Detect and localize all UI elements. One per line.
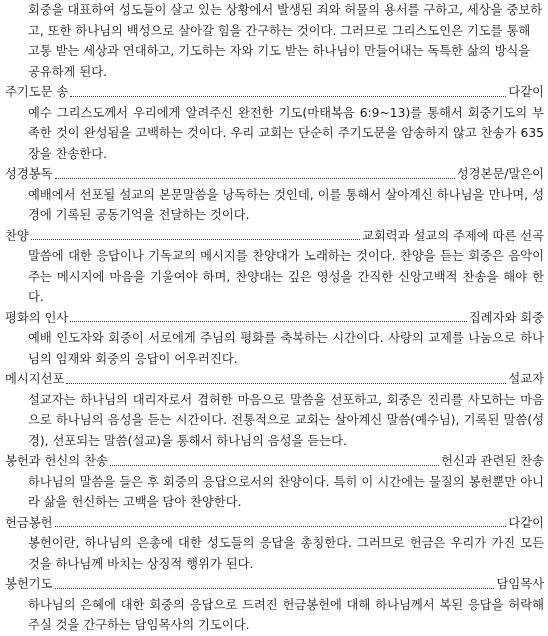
section-description: 봉헌이란, 하나님의 은총에 대한 성도들의 응답을 총칭한다. 그러므로 헌금은 우리가 가진 모든 것을 하나님께 바치는 상징적 행위가 된다. xyxy=(28,536,544,571)
section-description: 말씀에 대한 응답이나 기독교의 메시지를 찬양대가 노래하는 것이다. 찬양을 듣는 회중은 음악이 주는 메시지에 마음을 기울여야 하며, 찬양대는 깊은 영성을 간직한 신앙고백적 찬송을 해야 한다. xyxy=(28,249,544,304)
section-title: 성경봉독 xyxy=(5,167,53,181)
section-title: 찬양 xyxy=(5,228,29,243)
section-heading xyxy=(5,451,544,472)
section-performer: 설교자 xyxy=(508,372,544,386)
section-performer: 다같이 xyxy=(508,515,544,530)
dot-leader xyxy=(31,239,360,240)
worship-section xyxy=(5,451,544,513)
section-heading xyxy=(5,82,544,103)
worship-section xyxy=(5,513,544,575)
section-title: 메시지선포 xyxy=(5,372,65,386)
section-description: 예수 그리스도께서 우리에게 알려주신 완전한 기도(마태복음 6:9~13)를 통해서 회중기도의 부족한 것이 완성됨을 고백하는 것이다. 우리 교회는 단순히 주기도문을 암송하지 않고 찬송가 635장을 찬송한다. xyxy=(28,105,544,161)
dot-leader xyxy=(110,465,439,466)
section-performer: 성경본문/말은이 xyxy=(456,167,544,181)
section-title: 평화의 인사 xyxy=(5,310,69,325)
section-description: 예배에서 선포될 설교의 본문말씀을 낭독하는 것인데, 이를 통해서 살아계신 하나님을 만나며, 성경에 기록된 공동기억을 전달하는 것이다. xyxy=(28,187,544,222)
dot-leader xyxy=(55,526,507,527)
worship-section xyxy=(5,82,544,164)
worship-section xyxy=(5,574,544,636)
section-heading xyxy=(5,369,544,390)
dot-leader xyxy=(55,588,495,589)
section-performer: 담임목사 xyxy=(496,577,544,591)
dot-leader xyxy=(70,96,506,97)
section-heading xyxy=(5,513,544,534)
worship-sections xyxy=(5,82,544,636)
section-performer: 헌신과 관련된 찬송 xyxy=(441,454,544,468)
section-heading xyxy=(5,226,544,247)
worship-section xyxy=(5,226,544,308)
section-title: 봉헌과 헌신의 찬송 xyxy=(5,454,108,468)
section-description: 하나님의 말씀을 들은 후 회중의 응답으로서의 찬양이다. 특히 이 시간에는 물질의 봉헌뿐만 아니라 삶을 헌신하는 고백을 담아 찬양한다. xyxy=(28,474,544,509)
section-description: 설교자는 하나님의 대리자로서 겸허한 마음으로 말씀을 선포하고, 회중은 진리를 사모하는 마음으로 하나님의 음성을 듣는 시간이다. 전통적으로 교회는 살아계신 말씀(예수님), 기록된 말씀(성경), 선포되는 말씀(설교)을 통해서 하나님의 음성을 듣는다. xyxy=(28,392,544,448)
dot-leader xyxy=(55,178,455,179)
section-performer: 집례자와 회중 xyxy=(468,310,544,325)
section-heading xyxy=(5,308,544,329)
section-performer: 다같이 xyxy=(508,85,544,99)
section-title: 헌금봉헌 xyxy=(5,515,53,530)
worship-section xyxy=(5,369,544,451)
worship-section xyxy=(5,164,544,226)
dot-leader xyxy=(66,383,506,384)
intro-paragraph: 회중을 대표하여 성도들이 살고 있는 상황에서 발생된 죄와 허물의 용서를 구하고, 세상을 중보하고, 또한 하나님의 백성으로 살아갈 힘을 간구하는 것이다. 그러므로 그리스도인은 기도를 통해 고통 받는 세상과 연대하고, 기도하는 자와 기도 받는 하나님이 만들어내는 독특한 삶의 방식을 공유하게 된다. xyxy=(28,3,543,79)
section-title: 봉헌기도 xyxy=(5,577,53,591)
worship-section xyxy=(5,308,544,370)
section-performer: 교회력과 설교의 주제에 따른 선곡 xyxy=(362,228,544,243)
section-description: 하나님의 은혜에 대한 회중의 응답으로 드려진 헌금봉헌에 대해 하나님께서 복된 응답을 허락해 주실 것을 간구하는 담임목사의 기도이다. xyxy=(28,597,544,632)
section-title: 주기도문 송 xyxy=(5,85,69,99)
section-description: 예배 인도자와 회중이 서로에게 주님의 평화를 축복하는 시간이다. 사랑의 교제를 나눔으로 하나님의 임재와 회중의 응답이 어우러진다. xyxy=(28,331,544,366)
dot-leader xyxy=(70,321,467,322)
section-heading xyxy=(5,574,544,595)
section-heading xyxy=(5,164,544,185)
